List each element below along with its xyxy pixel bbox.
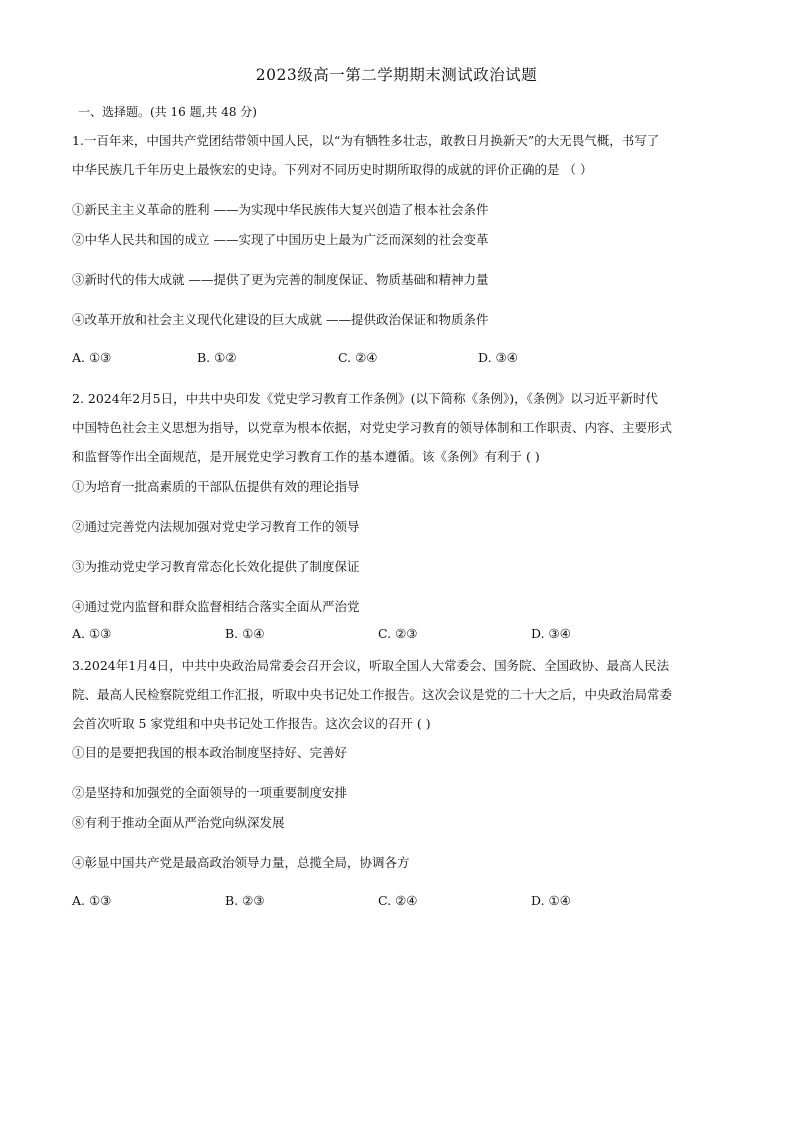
question-stem-line: 3.2024年1月4日，中共中央政治局常委会召开会议，听取全国人大常委会、国务院、全国政协、最高人民法 (72, 658, 670, 673)
option-d: D. ③④ (531, 626, 571, 641)
question-stem-line: 会首次听取 5 家党组和中央书记处工作报告。这次会议的召开 ( ) (72, 716, 431, 731)
statement-item: ③为推动党史学习教育常态化长效化提供了制度保证 (72, 559, 360, 574)
question-stem-line: 院、最高人民检察院党组工作汇报，听取中央书记处工作报告。这次会议是党的二十大之后，中央政治局常委 (72, 687, 673, 702)
question-stem-line: 1.一百年来，中国共产党团结带领中国人民，以“为有牺牲多壮志，敢教日月换新天”的大无畏气概，书写了 (72, 133, 660, 148)
statement-item: ⑧有利于推动全面从严治党向纵深发展 (72, 815, 285, 830)
question-stem-line: 和监督等作出全面规范，是开展党史学习教育工作的基本遵循。该《条例》有利于 ( ) (72, 449, 540, 464)
statement-item: ②通过完善党内法规加强对党史学习教育工作的领导 (72, 519, 360, 534)
option-a: A. ①③ (72, 893, 112, 908)
option-c: C. ②③ (378, 626, 418, 641)
option-b: B. ①② (197, 350, 237, 365)
statement-item: ①目的是要把我国的根本政治制度坚持好、完善好 (72, 745, 348, 760)
question-stem-line: 2. 2024年2月5日，中共中央印发《党史学习教育工作条例》(以下简称《条例》)，《条例》以习近平新时代 (72, 391, 658, 406)
page-title: 2023级高一第二学期期末测试政治试题 (255, 66, 538, 84)
option-c: C. ②④ (378, 893, 418, 908)
statement-item: ②是坚持和加强党的全面领导的一项重要制度安排 (72, 785, 348, 800)
statement-item: ②中华人民共和国的成立 ——实现了中国历史上最为广泛而深刻的社会变革 (72, 232, 489, 247)
option-a: A. ①③ (72, 626, 112, 641)
statement-item: ④通过党内监督和群众监督相结合落实全面从严治党 (72, 599, 360, 614)
section-heading: 一、选择题。(共 16 题,共 48 分) (78, 105, 257, 119)
question-stem-line: 中华民族几千年历史上最恢宏的史诗。下列对不同历史时期所取得的成就的评价正确的是 （ ） (72, 162, 593, 177)
option-b: B. ①④ (225, 626, 265, 641)
option-b: B. ②③ (225, 893, 265, 908)
question-stem-line: 中国特色社会主义思想为指导，以党章为根本依据，对党史学习教育的领导体制和工作职责、内容、主要形式 (72, 420, 673, 435)
option-d: D. ①④ (531, 893, 571, 908)
option-c: C. ②④ (338, 350, 378, 365)
statement-item: ①为培育一批高素质的干部队伍提供有效的理论指导 (72, 479, 360, 494)
statement-item: ③新时代的伟大成就 ——提供了更为完善的制度保证、物质基础和精神力量 (72, 272, 489, 287)
statement-item: ④彰显中国共产党是最高政治领导力量，总揽全局，协调各方 (72, 855, 410, 870)
option-d: D. ③④ (478, 350, 518, 365)
statement-item: ①新民主主义革命的胜利 ——为实现中华民族伟大复兴创造了根本社会条件 (72, 202, 489, 217)
option-a: A. ①③ (72, 350, 112, 365)
statement-item: ④改革开放和社会主义现代化建设的巨大成就 ——提供政治保证和物质条件 (72, 312, 489, 327)
